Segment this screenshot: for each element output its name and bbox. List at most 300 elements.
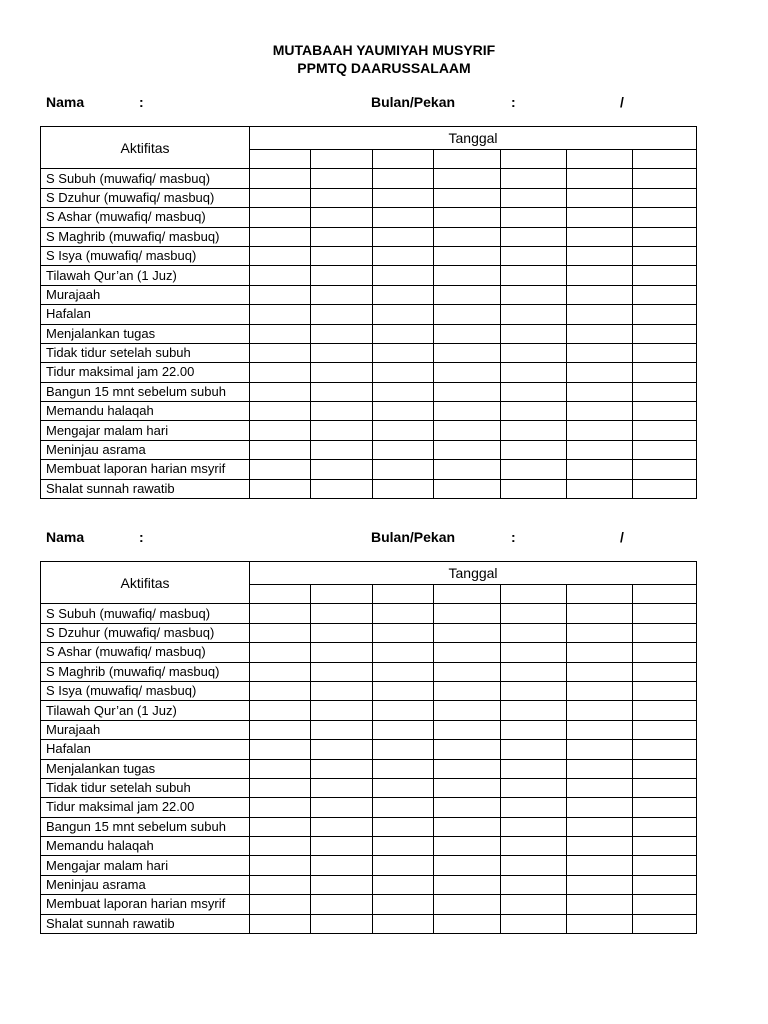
- checkbox-cell[interactable]: [567, 479, 633, 498]
- checkbox-cell[interactable]: [633, 643, 697, 662]
- date-header-cell[interactable]: [373, 585, 434, 604]
- checkbox-cell[interactable]: [250, 227, 311, 246]
- checkbox-cell[interactable]: [633, 778, 697, 797]
- date-header-cell[interactable]: [373, 150, 434, 169]
- checkbox-cell[interactable]: [373, 662, 434, 681]
- activity-row: [41, 266, 697, 285]
- checkbox-cell[interactable]: [434, 837, 501, 856]
- checkbox-cell[interactable]: [373, 720, 434, 739]
- checkbox-cell[interactable]: [311, 402, 373, 421]
- checkbox-cell[interactable]: [633, 914, 697, 933]
- checkbox-cell[interactable]: [434, 720, 501, 739]
- checkbox-cell[interactable]: [633, 363, 697, 382]
- checkbox-cell[interactable]: [567, 856, 633, 875]
- checkbox-cell[interactable]: [567, 363, 633, 382]
- form-meta-1: [0, 94, 768, 114]
- date-header-cell[interactable]: [311, 585, 373, 604]
- checkbox-cell[interactable]: [567, 720, 633, 739]
- checkbox-cell[interactable]: [250, 305, 311, 324]
- checkbox-cell[interactable]: [250, 740, 311, 759]
- checkbox-cell[interactable]: [311, 662, 373, 681]
- checkbox-cell[interactable]: [501, 363, 567, 382]
- date-header-cell[interactable]: [501, 150, 567, 169]
- date-header-cell[interactable]: [434, 150, 501, 169]
- checkbox-cell[interactable]: [434, 778, 501, 797]
- date-header-cell[interactable]: [250, 150, 311, 169]
- checkbox-cell[interactable]: [501, 720, 567, 739]
- checkbox-cell[interactable]: [501, 188, 567, 207]
- checkbox-cell[interactable]: [501, 246, 567, 265]
- activity-row: [41, 720, 697, 739]
- checkbox-cell[interactable]: [501, 169, 567, 188]
- checkbox-cell[interactable]: [633, 720, 697, 739]
- checkbox-cell[interactable]: [434, 798, 501, 817]
- activity-row: [41, 169, 697, 188]
- checkbox-cell[interactable]: [434, 324, 501, 343]
- checkbox-cell[interactable]: [373, 837, 434, 856]
- checkbox-cell[interactable]: [373, 305, 434, 324]
- date-header-cell[interactable]: [501, 585, 567, 604]
- checkbox-cell[interactable]: [633, 402, 697, 421]
- checkbox-cell[interactable]: [434, 246, 501, 265]
- checkbox-cell[interactable]: [434, 895, 501, 914]
- checkbox-cell[interactable]: [501, 479, 567, 498]
- checkbox-cell[interactable]: [434, 740, 501, 759]
- checkbox-cell[interactable]: [311, 169, 373, 188]
- checkbox-cell[interactable]: [633, 421, 697, 440]
- checkbox-cell[interactable]: [501, 681, 567, 700]
- checkbox-cell[interactable]: [633, 169, 697, 188]
- checkbox-cell[interactable]: [567, 643, 633, 662]
- checkbox-cell[interactable]: [373, 798, 434, 817]
- activity-label: Tidak tidur setelah subuh: [41, 343, 250, 362]
- activity-row: [41, 798, 697, 817]
- checkbox-cell[interactable]: [501, 623, 567, 642]
- checkbox-cell[interactable]: [373, 382, 434, 401]
- activity-row: [41, 479, 697, 498]
- checkbox-cell[interactable]: [311, 285, 373, 304]
- checkbox-cell[interactable]: [250, 895, 311, 914]
- checkbox-cell[interactable]: [633, 856, 697, 875]
- checkbox-cell[interactable]: [633, 837, 697, 856]
- checkbox-cell[interactable]: [633, 305, 697, 324]
- checkbox-cell[interactable]: [501, 604, 567, 623]
- checkbox-cell[interactable]: [434, 662, 501, 681]
- activity-row: [41, 604, 697, 623]
- checkbox-cell[interactable]: [633, 246, 697, 265]
- checkbox-cell[interactable]: [434, 479, 501, 498]
- checkbox-cell[interactable]: [633, 895, 697, 914]
- checkbox-cell[interactable]: [250, 246, 311, 265]
- activity-row: [41, 837, 697, 856]
- checkbox-cell[interactable]: [633, 227, 697, 246]
- checkbox-cell[interactable]: [311, 895, 373, 914]
- checkbox-cell[interactable]: [311, 759, 373, 778]
- checkbox-cell[interactable]: [311, 623, 373, 642]
- checkbox-cell[interactable]: [567, 402, 633, 421]
- checkbox-cell[interactable]: [501, 382, 567, 401]
- checkbox-cell[interactable]: [250, 343, 311, 362]
- date-header-cell[interactable]: [633, 150, 697, 169]
- nama-label: Nama: [46, 529, 85, 545]
- aktifitas-header: Aktifitas: [41, 127, 250, 169]
- checkbox-cell[interactable]: [567, 188, 633, 207]
- checkbox-cell[interactable]: [567, 875, 633, 894]
- activity-label: Meninjau asrama: [41, 440, 250, 459]
- checkbox-cell[interactable]: [567, 227, 633, 246]
- checkbox-cell[interactable]: [250, 169, 311, 188]
- checkbox-cell[interactable]: [373, 246, 434, 265]
- checkbox-cell[interactable]: [250, 382, 311, 401]
- checkbox-cell[interactable]: [633, 798, 697, 817]
- checkbox-cell[interactable]: [567, 169, 633, 188]
- checkbox-cell[interactable]: [250, 875, 311, 894]
- checkbox-cell[interactable]: [434, 643, 501, 662]
- checkbox-cell[interactable]: [567, 623, 633, 642]
- checkbox-cell[interactable]: [311, 643, 373, 662]
- checkbox-cell[interactable]: [311, 817, 373, 836]
- checkbox-cell[interactable]: [373, 875, 434, 894]
- checkbox-cell[interactable]: [373, 440, 434, 459]
- checkbox-cell[interactable]: [501, 701, 567, 720]
- checkbox-cell[interactable]: [373, 817, 434, 836]
- checkbox-cell[interactable]: [373, 856, 434, 875]
- checkbox-cell[interactable]: [567, 382, 633, 401]
- checkbox-cell[interactable]: [434, 188, 501, 207]
- activity-label: Bangun 15 mnt sebelum subuh: [41, 817, 250, 836]
- checkbox-cell[interactable]: [434, 914, 501, 933]
- checkbox-cell[interactable]: [373, 701, 434, 720]
- activity-label: Tidak tidur setelah subuh: [41, 778, 250, 797]
- checkbox-cell[interactable]: [311, 798, 373, 817]
- checkbox-cell[interactable]: [434, 681, 501, 700]
- checkbox-cell[interactable]: [434, 460, 501, 479]
- checkbox-cell[interactable]: [250, 285, 311, 304]
- activity-label: Membuat laporan harian msyrif: [41, 460, 250, 479]
- checkbox-cell[interactable]: [501, 856, 567, 875]
- checkbox-cell[interactable]: [373, 169, 434, 188]
- document-title-line1: MUTABAAH YAUMIYAH MUSYRIF: [272, 42, 496, 58]
- checkbox-cell[interactable]: [567, 604, 633, 623]
- checkbox-cell[interactable]: [311, 266, 373, 285]
- checkbox-cell[interactable]: [633, 817, 697, 836]
- checkbox-cell[interactable]: [501, 266, 567, 285]
- checkbox-cell[interactable]: [373, 343, 434, 362]
- nama-label: Nama: [46, 94, 85, 110]
- checkbox-cell[interactable]: [250, 817, 311, 836]
- checkbox-cell[interactable]: [311, 720, 373, 739]
- date-header-cell[interactable]: [633, 585, 697, 604]
- checkbox-cell[interactable]: [434, 208, 501, 227]
- checkbox-cell[interactable]: [250, 643, 311, 662]
- checkbox-cell[interactable]: [633, 188, 697, 207]
- checkbox-cell[interactable]: [373, 324, 434, 343]
- checkbox-cell[interactable]: [311, 227, 373, 246]
- checkbox-cell[interactable]: [633, 701, 697, 720]
- checkbox-cell[interactable]: [501, 662, 567, 681]
- checkbox-cell[interactable]: [311, 740, 373, 759]
- checkbox-cell[interactable]: [434, 701, 501, 720]
- checkbox-cell[interactable]: [250, 604, 311, 623]
- checkbox-cell[interactable]: [633, 604, 697, 623]
- checkbox-cell[interactable]: [567, 914, 633, 933]
- checkbox-cell[interactable]: [567, 266, 633, 285]
- checkbox-cell[interactable]: [373, 266, 434, 285]
- checkbox-cell[interactable]: [633, 382, 697, 401]
- checkbox-cell[interactable]: [373, 227, 434, 246]
- checkbox-cell[interactable]: [434, 227, 501, 246]
- checkbox-cell[interactable]: [311, 604, 373, 623]
- checkbox-cell[interactable]: [501, 837, 567, 856]
- checkbox-cell[interactable]: [567, 681, 633, 700]
- tanggal-header: Tanggal: [250, 562, 697, 585]
- checkbox-cell[interactable]: [501, 740, 567, 759]
- activity-row: [41, 662, 697, 681]
- activity-label: Tilawah Qur’an (1 Juz): [41, 701, 250, 720]
- checkbox-cell[interactable]: [633, 759, 697, 778]
- checkbox-cell[interactable]: [567, 662, 633, 681]
- checkbox-cell[interactable]: [501, 778, 567, 797]
- checkbox-cell[interactable]: [250, 798, 311, 817]
- activity-row: [41, 623, 697, 642]
- checkbox-cell[interactable]: [250, 778, 311, 797]
- checkbox-cell[interactable]: [373, 188, 434, 207]
- checkbox-cell[interactable]: [434, 402, 501, 421]
- checkbox-cell[interactable]: [434, 759, 501, 778]
- checkbox-cell[interactable]: [250, 440, 311, 459]
- checkbox-cell[interactable]: [311, 343, 373, 362]
- checkbox-cell[interactable]: [311, 305, 373, 324]
- activity-row: [41, 227, 697, 246]
- checkbox-cell[interactable]: [250, 460, 311, 479]
- activity-label: Mengajar malam hari: [41, 856, 250, 875]
- checkbox-cell[interactable]: [633, 440, 697, 459]
- checkbox-cell[interactable]: [311, 382, 373, 401]
- checkbox-cell[interactable]: [567, 285, 633, 304]
- checkbox-cell[interactable]: [567, 759, 633, 778]
- activity-label: S Isya (muwafiq/ masbuq): [41, 681, 250, 700]
- checkbox-cell[interactable]: [373, 208, 434, 227]
- activity-row: [41, 460, 697, 479]
- checkbox-cell[interactable]: [567, 421, 633, 440]
- checkbox-cell[interactable]: [501, 759, 567, 778]
- activity-table: [40, 561, 697, 934]
- checkbox-cell[interactable]: [250, 720, 311, 739]
- checkbox-cell[interactable]: [311, 778, 373, 797]
- checkbox-cell[interactable]: [373, 402, 434, 421]
- checkbox-cell[interactable]: [567, 740, 633, 759]
- checkbox-cell[interactable]: [250, 208, 311, 227]
- checkbox-cell[interactable]: [501, 343, 567, 362]
- checkbox-cell[interactable]: [633, 623, 697, 642]
- checkbox-cell[interactable]: [373, 421, 434, 440]
- checkbox-cell[interactable]: [501, 305, 567, 324]
- activity-label: S Subuh (muwafiq/ masbuq): [41, 169, 250, 188]
- checkbox-cell[interactable]: [434, 343, 501, 362]
- checkbox-cell[interactable]: [501, 208, 567, 227]
- date-header-cell[interactable]: [567, 150, 633, 169]
- checkbox-cell[interactable]: [250, 623, 311, 642]
- activity-row: [41, 740, 697, 759]
- checkbox-cell[interactable]: [373, 623, 434, 642]
- checkbox-cell[interactable]: [501, 643, 567, 662]
- checkbox-cell[interactable]: [633, 875, 697, 894]
- activity-label: Murajaah: [41, 720, 250, 739]
- checkbox-cell[interactable]: [311, 208, 373, 227]
- checkbox-cell[interactable]: [373, 759, 434, 778]
- checkbox-cell[interactable]: [311, 914, 373, 933]
- checkbox-cell[interactable]: [633, 460, 697, 479]
- checkbox-cell[interactable]: [311, 188, 373, 207]
- checkbox-cell[interactable]: [250, 479, 311, 498]
- checkbox-cell[interactable]: [501, 421, 567, 440]
- checkbox-cell[interactable]: [567, 798, 633, 817]
- activity-label: Meninjau asrama: [41, 875, 250, 894]
- activity-label: Memandu halaqah: [41, 837, 250, 856]
- activity-label: Memandu halaqah: [41, 402, 250, 421]
- checkbox-cell[interactable]: [373, 643, 434, 662]
- checkbox-cell[interactable]: [501, 895, 567, 914]
- checkbox-cell[interactable]: [501, 440, 567, 459]
- checkbox-cell[interactable]: [567, 324, 633, 343]
- checkbox-cell[interactable]: [311, 875, 373, 894]
- checkbox-cell[interactable]: [250, 701, 311, 720]
- checkbox-cell[interactable]: [250, 421, 311, 440]
- checkbox-cell[interactable]: [250, 837, 311, 856]
- checkbox-cell[interactable]: [567, 305, 633, 324]
- checkbox-cell[interactable]: [434, 382, 501, 401]
- checkbox-cell[interactable]: [311, 460, 373, 479]
- checkbox-cell[interactable]: [250, 856, 311, 875]
- checkbox-cell[interactable]: [633, 285, 697, 304]
- activity-row: [41, 778, 697, 797]
- checkbox-cell[interactable]: [250, 188, 311, 207]
- checkbox-cell[interactable]: [633, 208, 697, 227]
- checkbox-cell[interactable]: [311, 856, 373, 875]
- checkbox-cell[interactable]: [434, 363, 501, 382]
- checkbox-cell[interactable]: [373, 479, 434, 498]
- checkbox-cell[interactable]: [434, 875, 501, 894]
- checkbox-cell[interactable]: [373, 363, 434, 382]
- checkbox-cell[interactable]: [501, 285, 567, 304]
- activity-row: [41, 817, 697, 836]
- checkbox-cell[interactable]: [373, 681, 434, 700]
- checkbox-cell[interactable]: [633, 662, 697, 681]
- checkbox-cell[interactable]: [373, 778, 434, 797]
- tanggal-header: Tanggal: [250, 127, 697, 150]
- activity-row: [41, 440, 697, 459]
- checkbox-cell[interactable]: [250, 662, 311, 681]
- checkbox-cell[interactable]: [434, 169, 501, 188]
- checkbox-cell[interactable]: [434, 604, 501, 623]
- date-header-cell[interactable]: [567, 585, 633, 604]
- checkbox-cell[interactable]: [311, 324, 373, 343]
- checkbox-cell[interactable]: [567, 343, 633, 362]
- date-header-cell[interactable]: [311, 150, 373, 169]
- checkbox-cell[interactable]: [373, 285, 434, 304]
- date-header-cell[interactable]: [250, 585, 311, 604]
- checkbox-cell[interactable]: [250, 363, 311, 382]
- checkbox-cell[interactable]: [250, 759, 311, 778]
- checkbox-cell[interactable]: [501, 460, 567, 479]
- checkbox-cell[interactable]: [567, 208, 633, 227]
- checkbox-cell[interactable]: [311, 681, 373, 700]
- checkbox-cell[interactable]: [567, 460, 633, 479]
- checkbox-cell[interactable]: [567, 895, 633, 914]
- activity-row: [41, 343, 697, 362]
- checkbox-cell[interactable]: [434, 440, 501, 459]
- checkbox-cell[interactable]: [311, 440, 373, 459]
- checkbox-cell[interactable]: [567, 778, 633, 797]
- checkbox-cell[interactable]: [250, 324, 311, 343]
- checkbox-cell[interactable]: [501, 798, 567, 817]
- checkbox-cell[interactable]: [434, 856, 501, 875]
- date-header-cell[interactable]: [434, 585, 501, 604]
- checkbox-cell[interactable]: [567, 246, 633, 265]
- checkbox-cell[interactable]: [567, 701, 633, 720]
- checkbox-cell[interactable]: [501, 227, 567, 246]
- checkbox-cell[interactable]: [250, 266, 311, 285]
- checkbox-cell[interactable]: [633, 324, 697, 343]
- activity-row: [41, 643, 697, 662]
- checkbox-cell[interactable]: [373, 740, 434, 759]
- activity-row: [41, 914, 697, 933]
- checkbox-cell[interactable]: [633, 740, 697, 759]
- checkbox-cell[interactable]: [250, 402, 311, 421]
- activity-label: S Subuh (muwafiq/ masbuq): [41, 604, 250, 623]
- checkbox-cell[interactable]: [501, 875, 567, 894]
- activity-label: S Dzuhur (muwafiq/ masbuq): [41, 623, 250, 642]
- activity-row: [41, 285, 697, 304]
- checkbox-cell[interactable]: [373, 895, 434, 914]
- activity-row: [41, 701, 697, 720]
- checkbox-cell[interactable]: [633, 343, 697, 362]
- checkbox-cell[interactable]: [633, 681, 697, 700]
- checkbox-cell[interactable]: [311, 479, 373, 498]
- checkbox-cell[interactable]: [373, 460, 434, 479]
- checkbox-cell[interactable]: [633, 479, 697, 498]
- checkbox-cell[interactable]: [311, 837, 373, 856]
- checkbox-cell[interactable]: [434, 817, 501, 836]
- checkbox-cell[interactable]: [501, 817, 567, 836]
- checkbox-cell[interactable]: [311, 246, 373, 265]
- activity-label: Hafalan: [41, 305, 250, 324]
- activity-label: S Maghrib (muwafiq/ masbuq): [41, 227, 250, 246]
- checkbox-cell[interactable]: [633, 266, 697, 285]
- checkbox-cell[interactable]: [434, 623, 501, 642]
- checkbox-cell[interactable]: [434, 305, 501, 324]
- checkbox-cell[interactable]: [434, 421, 501, 440]
- checkbox-cell[interactable]: [250, 681, 311, 700]
- checkbox-cell[interactable]: [434, 266, 501, 285]
- checkbox-cell[interactable]: [373, 914, 434, 933]
- activity-row: [41, 421, 697, 440]
- checkbox-cell[interactable]: [434, 285, 501, 304]
- checkbox-cell[interactable]: [311, 363, 373, 382]
- activity-label: S Ashar (muwafiq/ masbuq): [41, 643, 250, 662]
- nama-colon: :: [139, 94, 144, 110]
- checkbox-cell[interactable]: [501, 914, 567, 933]
- checkbox-cell[interactable]: [373, 604, 434, 623]
- checkbox-cell[interactable]: [501, 402, 567, 421]
- checkbox-cell[interactable]: [567, 440, 633, 459]
- checkbox-cell[interactable]: [567, 817, 633, 836]
- checkbox-cell[interactable]: [567, 837, 633, 856]
- checkbox-cell[interactable]: [501, 324, 567, 343]
- checkbox-cell[interactable]: [250, 914, 311, 933]
- checkbox-cell[interactable]: [311, 421, 373, 440]
- checkbox-cell[interactable]: [311, 701, 373, 720]
